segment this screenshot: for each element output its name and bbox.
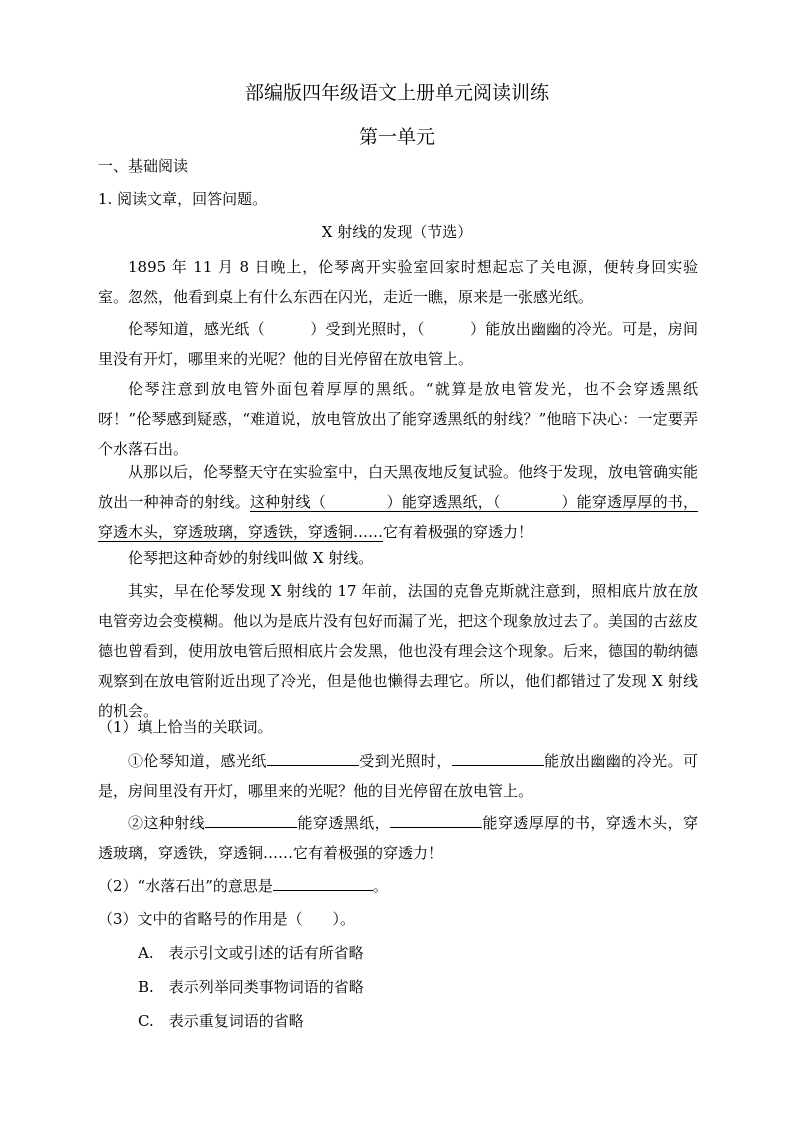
item-a-text-2: 受到光照时， xyxy=(358,752,452,770)
answer-blank[interactable] xyxy=(273,875,373,891)
paragraph-4-text: 从那以后，伦琴整天守在实验室中，白天黑夜地反复试验。他终于发现，放电管确实能放出一种神奇的射线。 xyxy=(98,463,699,511)
answer-blank[interactable] xyxy=(452,750,544,766)
item-b-text-4: 穿透玻璃，穿透铁，穿透铜……它有着极强的穿透力！ xyxy=(98,814,698,862)
item-b-text-1: ②这种射线 xyxy=(128,814,206,832)
answer-blank[interactable] xyxy=(267,750,359,766)
item-b-text-2: 能穿透黑纸， xyxy=(297,814,391,832)
article-paragraph-2: 伦琴知道，感光纸（ ）受到光照时，（ ）能放出幽幽的冷光。可是，房间里没有开灯，哪里来的光呢？他的目光停留在放电管上。 xyxy=(98,320,698,368)
underlined-sentence: 这种射线（ ）能穿透黑纸，（ ）能穿透厚厚的书，穿透木头，穿透玻璃，穿透铁，穿透铜…… xyxy=(98,493,698,541)
article-paragraph-3: 伦琴注意到放电管外面包着厚厚的黑纸。“就算是放电管发光，也不会穿透黑纸呀！”伦琴感到疑惑，“难道说，放电管放出了能穿透黑纸的射线？”他暗下决心：一定要弄个水落石出。 xyxy=(98,380,698,458)
unit-heading: 第一单元 xyxy=(358,126,435,148)
question-1-1-item-a xyxy=(98,746,698,806)
question-1-prompt: 1. 阅读文章，回答问题。 xyxy=(98,190,268,208)
item-a-text-1: ①伦琴知道，感光纸 xyxy=(128,752,267,770)
option-c[interactable]: C. 表示重复词语的省略 xyxy=(138,1012,304,1030)
option-b[interactable]: B. 表示列举同类事物词语的省略 xyxy=(138,978,364,996)
paragraph-4-tail: 它有着极强的穿透力！ xyxy=(383,523,534,541)
article-paragraph-4 xyxy=(98,457,698,547)
item-a-text-3: 能放出幽幽的冷光。 xyxy=(543,752,683,770)
article-paragraph-5: 伦琴把这种奇妙的射线叫做 X 射线。 xyxy=(128,549,374,567)
article-paragraph-6: 其实，早在伦琴发现 X 射线的 17 年前，法国的克鲁克斯就注意到，照相底片放在放电管旁边会变模糊。他以为是底片没有包好而漏了光，把这个现象放过去了。美国的古兹皮德也曾看到，使用放电管后照相底片会发黑，他也没有理会这个现象。后来，德国的勒纳德观察到在放电管附近出现了冷光，但是他也懒得去理它。所以，他们都错过了发现 X 射线的机会。 xyxy=(98,582,699,720)
answer-blank[interactable] xyxy=(390,812,482,828)
answer-blank[interactable] xyxy=(205,812,297,828)
question-1-2 xyxy=(98,875,388,896)
item-b-text-3: 能穿透厚厚的书，穿透木头， xyxy=(482,814,683,832)
section-heading: 一、基础阅读 xyxy=(98,157,189,175)
item-a-text-4: 可是，房间里没有开灯，哪里来的光呢？他的目光停留在放电管上。 xyxy=(98,752,698,800)
question-1-2-end: 。 xyxy=(372,877,388,895)
worksheet-title: 部编版四年级语文上册单元阅读训练 xyxy=(244,82,549,104)
question-1-2-text: （2）“水落石出”的意思是 xyxy=(98,877,273,895)
question-1-1-item-b xyxy=(98,808,698,868)
question-1-3-prompt: （3）文中的省略号的作用是（ ）。 xyxy=(98,910,356,928)
question-1-1-prompt: （1）填上恰当的关联词。 xyxy=(98,718,273,736)
article-paragraph-1: 1895 年 11 月 8 日晚上，伦琴离开实验室回家时想起忘了关电源，便转身回实验室。忽然，他看到桌上有什么东西在闪光，走近一瞧，原来是一张感光纸。 xyxy=(98,258,698,306)
option-a[interactable]: A. 表示引文或引述的话有所省略 xyxy=(138,944,364,962)
article-title: X 射线的发现（节选） xyxy=(321,223,473,241)
